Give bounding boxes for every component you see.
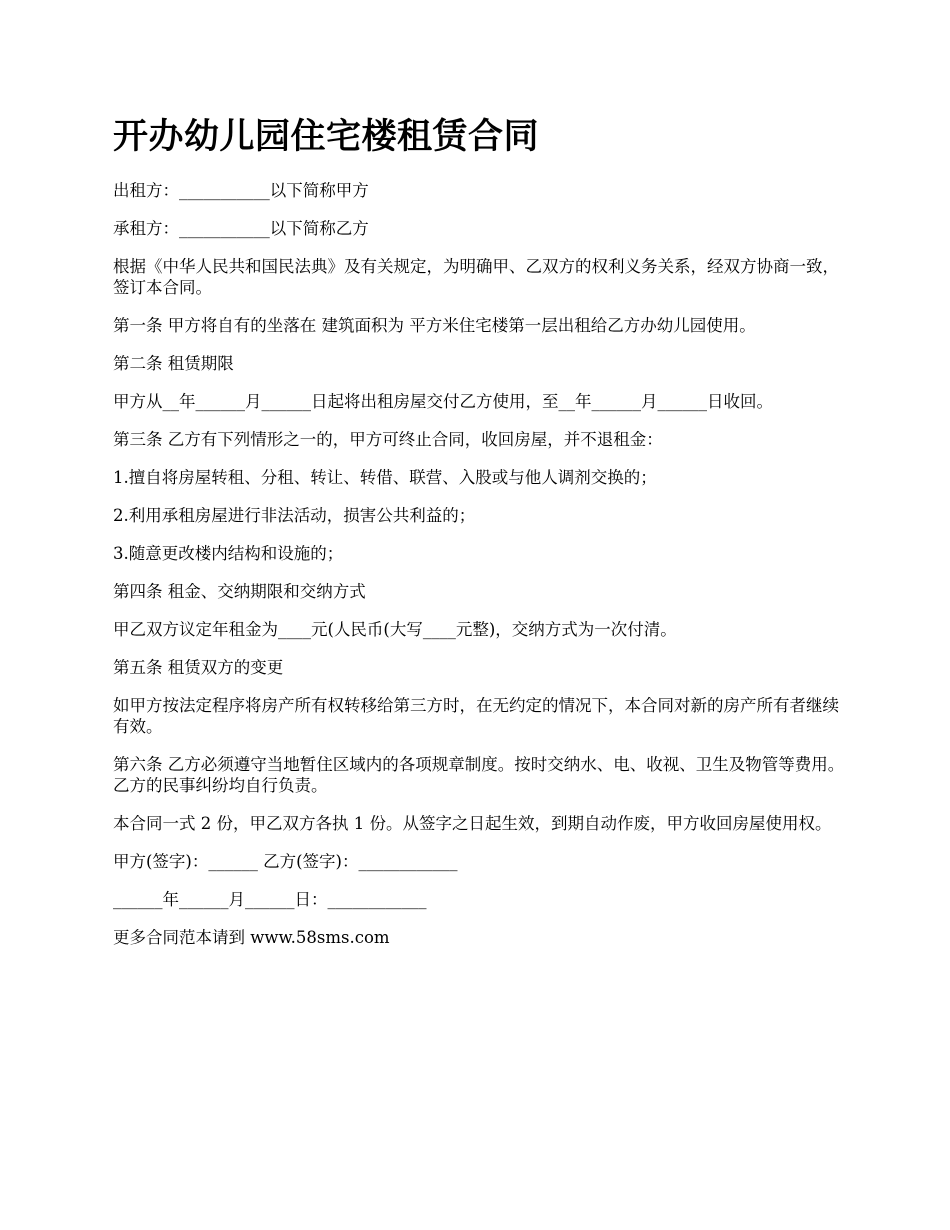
document-page xyxy=(113,112,853,965)
lessor-line: 出租方：___________以下简称甲方 xyxy=(113,181,369,200)
article-3-item-2: 2.利用承租房屋进行非法活动，损害公共利益的； xyxy=(113,506,476,525)
date-line: ______年______月______日：____________ xyxy=(113,890,427,909)
article-4-heading: 第四条 租金、交纳期限和交纳方式 xyxy=(113,582,366,601)
lease-term: 甲方从__年______月______日起将出租房屋交付乙方使用，至__年______月______日收回。 xyxy=(113,392,773,411)
article-3: 第三条 乙方有下列情形之一的，甲方可终止合同，收回房屋，并不退租金： xyxy=(113,430,663,449)
article-1: 第一条 甲方将自有的坐落在 建筑面积为 平方米住宅楼第一层出租给乙方办幼儿园使用。 xyxy=(113,316,756,335)
rent-terms: 甲乙双方议定年租金为____元(人民币(大写____元整)，交纳方式为一次付清。 xyxy=(113,620,677,639)
article-3-item-1: 1.擅自将房屋转租、分租、转让、转借、联营、入股或与他人调剂交换的； xyxy=(113,468,657,487)
signature-line: 甲方(签字)：______ 乙方(签字)：____________ xyxy=(113,852,458,871)
document-title: 开办幼儿园住宅楼租赁合同 xyxy=(113,116,540,157)
lessee-line: 承租方：___________以下简称乙方 xyxy=(113,219,369,238)
article-3-item-3: 3.随意更改楼内结构和设施的； xyxy=(113,544,344,563)
copies-clause: 本合同一式 2 份，甲乙双方各执 1 份。从签字之日起生效，到期自动作废，甲方收回房屋使用权。 xyxy=(113,814,832,833)
article-5-heading: 第五条 租赁双方的变更 xyxy=(113,658,284,677)
ownership-transfer: 如甲方按法定程序将房产所有权转移给第三方时，在无约定的情况下，本合同对新的房产所有者继续有效。 xyxy=(113,696,839,736)
article-6: 第六条 乙方必须遵守当地暂住区域内的各项规章制度。按时交纳水、电、收视、卫生及物管等费用。乙方的民事纠纷均自行负责。 xyxy=(113,755,845,795)
footer-link-text: 更多合同范本请到 www.58sms.com xyxy=(113,928,390,947)
article-2-heading: 第二条 租赁期限 xyxy=(113,354,234,373)
preamble: 根据《中华人民共和国民法典》及有关规定，为明确甲、乙双方的权利义务关系，经双方协商一致，签订本合同。 xyxy=(113,257,839,297)
